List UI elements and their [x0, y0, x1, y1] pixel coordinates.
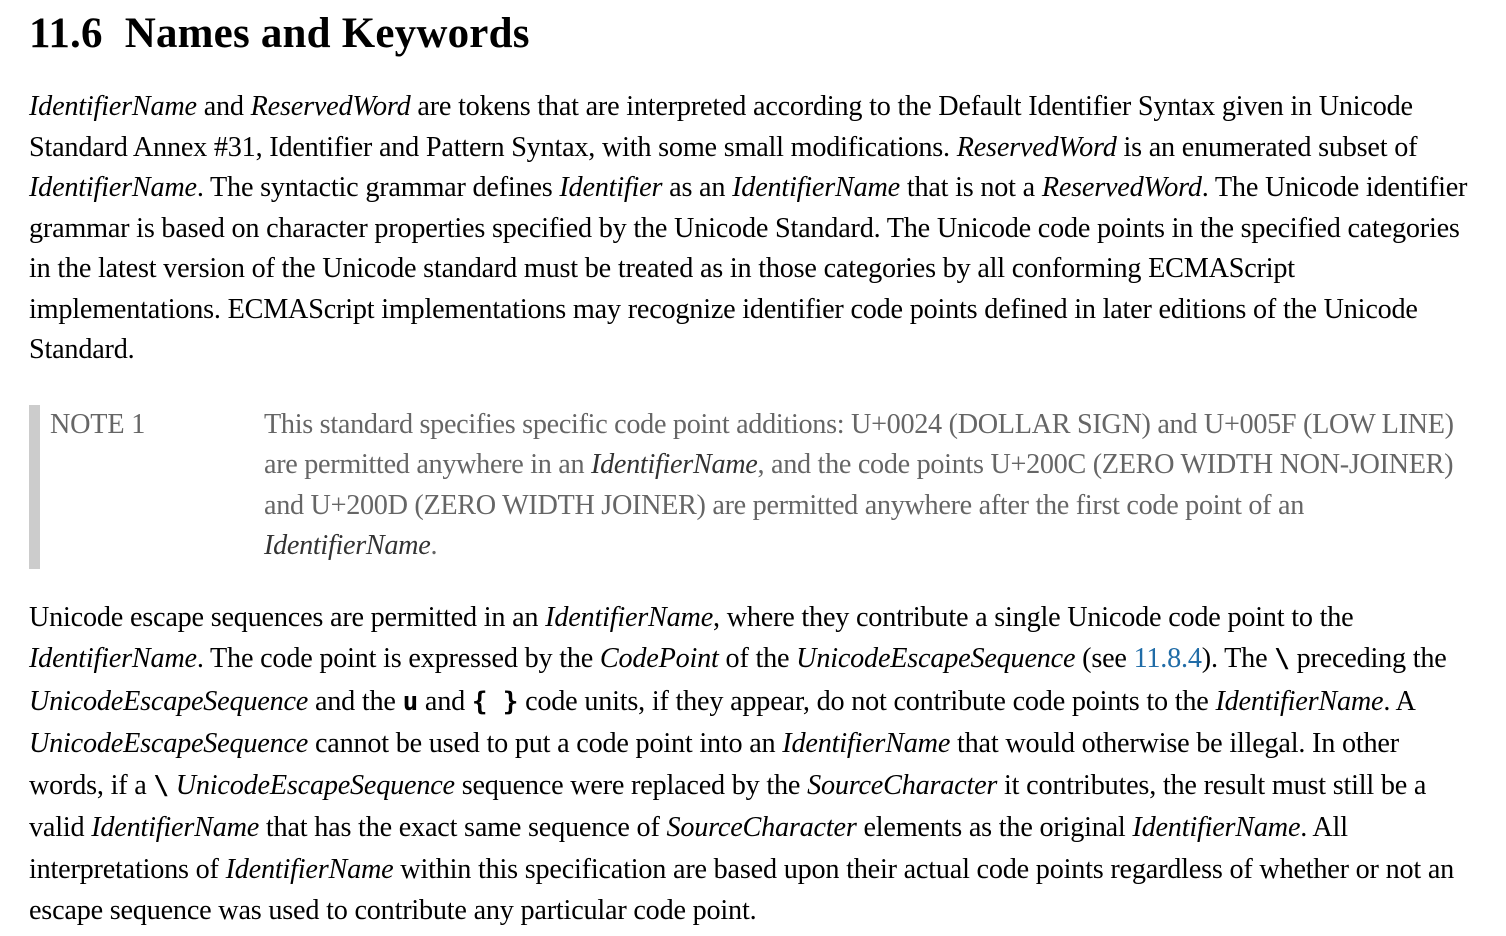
- text-run: , where they contribute a single Unicode code point to the: [713, 601, 1354, 633]
- nonterminal: CodePoint: [599, 643, 719, 674]
- nonterminal: IdentifierName: [225, 853, 394, 885]
- nonterminal: UnicodeEscapeSequence: [175, 769, 455, 801]
- text-run: elements as the original: [856, 812, 1133, 843]
- nonterminal: ReservedWord: [250, 91, 411, 122]
- nonterminal: SourceCharacter: [666, 812, 857, 843]
- text-run: that has the exact same sequence of: [259, 812, 667, 843]
- text-run: of the: [718, 643, 797, 674]
- text-run: . A: [1383, 685, 1415, 717]
- text-run: . The Unicode identifier grammar is based on character properties specified by the Unicode Standard. The Unicode code points in the specified categories in the latest version of the Unicode standard must be treated as in those categories by all conforming ECMAScript implementations. ECMAScript implementations may recognize identifier code points defined in later editions of the Unicode Standard.: [29, 172, 1468, 365]
- nonterminal: ReservedWord: [956, 131, 1117, 163]
- nonterminal: IdentifierName: [29, 172, 197, 203]
- nonterminal: IdentifierName: [264, 530, 431, 561]
- text-run: is an enumerated subset of: [1116, 131, 1418, 163]
- nonterminal: UnicodeEscapeSequence: [29, 728, 309, 759]
- nonterminal: IdentifierName: [732, 172, 900, 203]
- nonterminal: IdentifierName: [91, 812, 260, 843]
- paragraph-unicode-escapes: [29, 597, 1478, 932]
- nonterminal: UnicodeEscapeSequence: [29, 685, 309, 717]
- nonterminal: Identifier: [559, 172, 663, 203]
- nonterminal: IdentifierName: [782, 728, 951, 759]
- nonterminal: IdentifierName: [29, 91, 197, 122]
- text-run: . All interpretations of: [29, 812, 1348, 885]
- text-run: ). The: [1201, 643, 1275, 674]
- text-run: that would otherwise be illegal. In other words, if a: [29, 728, 1399, 801]
- nonterminal: IdentifierName: [545, 601, 714, 633]
- nonterminal: SourceCharacter: [807, 769, 998, 801]
- text-run: (see: [1075, 643, 1134, 674]
- text-run: .: [430, 530, 438, 561]
- text-run: . The code point is expressed by the: [196, 643, 600, 674]
- code-backslash: \: [1274, 644, 1290, 674]
- nonterminal: IdentifierName: [1215, 685, 1384, 717]
- paragraph-identifier-syntax: [29, 87, 1478, 371]
- text-run: Unicode escape sequences are permitted in an: [29, 601, 546, 633]
- text-run: and: [196, 91, 251, 122]
- text-run: and the: [308, 685, 403, 717]
- section-number: 11.6: [29, 10, 103, 57]
- text-run: , and the code points U+200C (ZERO WIDTH NON-JOINER) and U+200D (ZERO WIDTH JOINER) are permitted anywhere after the first code point of an: [264, 449, 1454, 521]
- text-run: cannot be used to put a code point into an: [308, 728, 783, 759]
- text-run: are tokens that are interpreted according to the Default Identifier Syntax given in Unicode Standard Annex #31, Identifier and Pattern Syntax, with some small modifications.: [29, 91, 1413, 163]
- note-label: NOTE 1: [50, 408, 146, 440]
- section-title: Names and Keywords: [124, 10, 530, 57]
- code-backslash: \: [153, 770, 169, 801]
- nonterminal: IdentifierName: [1132, 812, 1301, 843]
- text-run: as an: [662, 172, 733, 203]
- text-run: and: [418, 685, 472, 717]
- note-text: [264, 405, 1478, 567]
- xref-link-11-8-4[interactable]: 11.8.4: [1133, 643, 1202, 674]
- code-braces: { }: [471, 686, 519, 717]
- nonterminal: UnicodeEscapeSequence: [796, 643, 1076, 674]
- nonterminal: IdentifierName: [591, 449, 758, 480]
- nonterminal: ReservedWord: [1041, 172, 1202, 203]
- text-run: that is not a: [899, 172, 1042, 203]
- nonterminal: IdentifierName: [29, 643, 197, 674]
- text-run: within this specification are based upon their actual code points regardless of whether or not an escape sequence was used to contribute any particular code point.: [29, 853, 1455, 926]
- section-heading: [29, 0, 1478, 62]
- code-u: u: [402, 686, 419, 717]
- text-run: sequence were replaced by the: [454, 769, 808, 801]
- note-1: [29, 405, 1478, 569]
- text-run: . The syntactic grammar defines: [196, 172, 560, 203]
- text-run: code units, if they appear, do not contribute code points to the: [518, 685, 1216, 717]
- text-run: it contributes, the result must still be a valid: [29, 769, 1427, 843]
- text-run: This standard specifies specific code point additions: U+0024 (DOLLAR SIGN) and U+005F (LOW LINE) are permitted anywhere in an: [264, 408, 1454, 480]
- text-run: [169, 770, 176, 801]
- text-run: preceding the: [1289, 643, 1447, 674]
